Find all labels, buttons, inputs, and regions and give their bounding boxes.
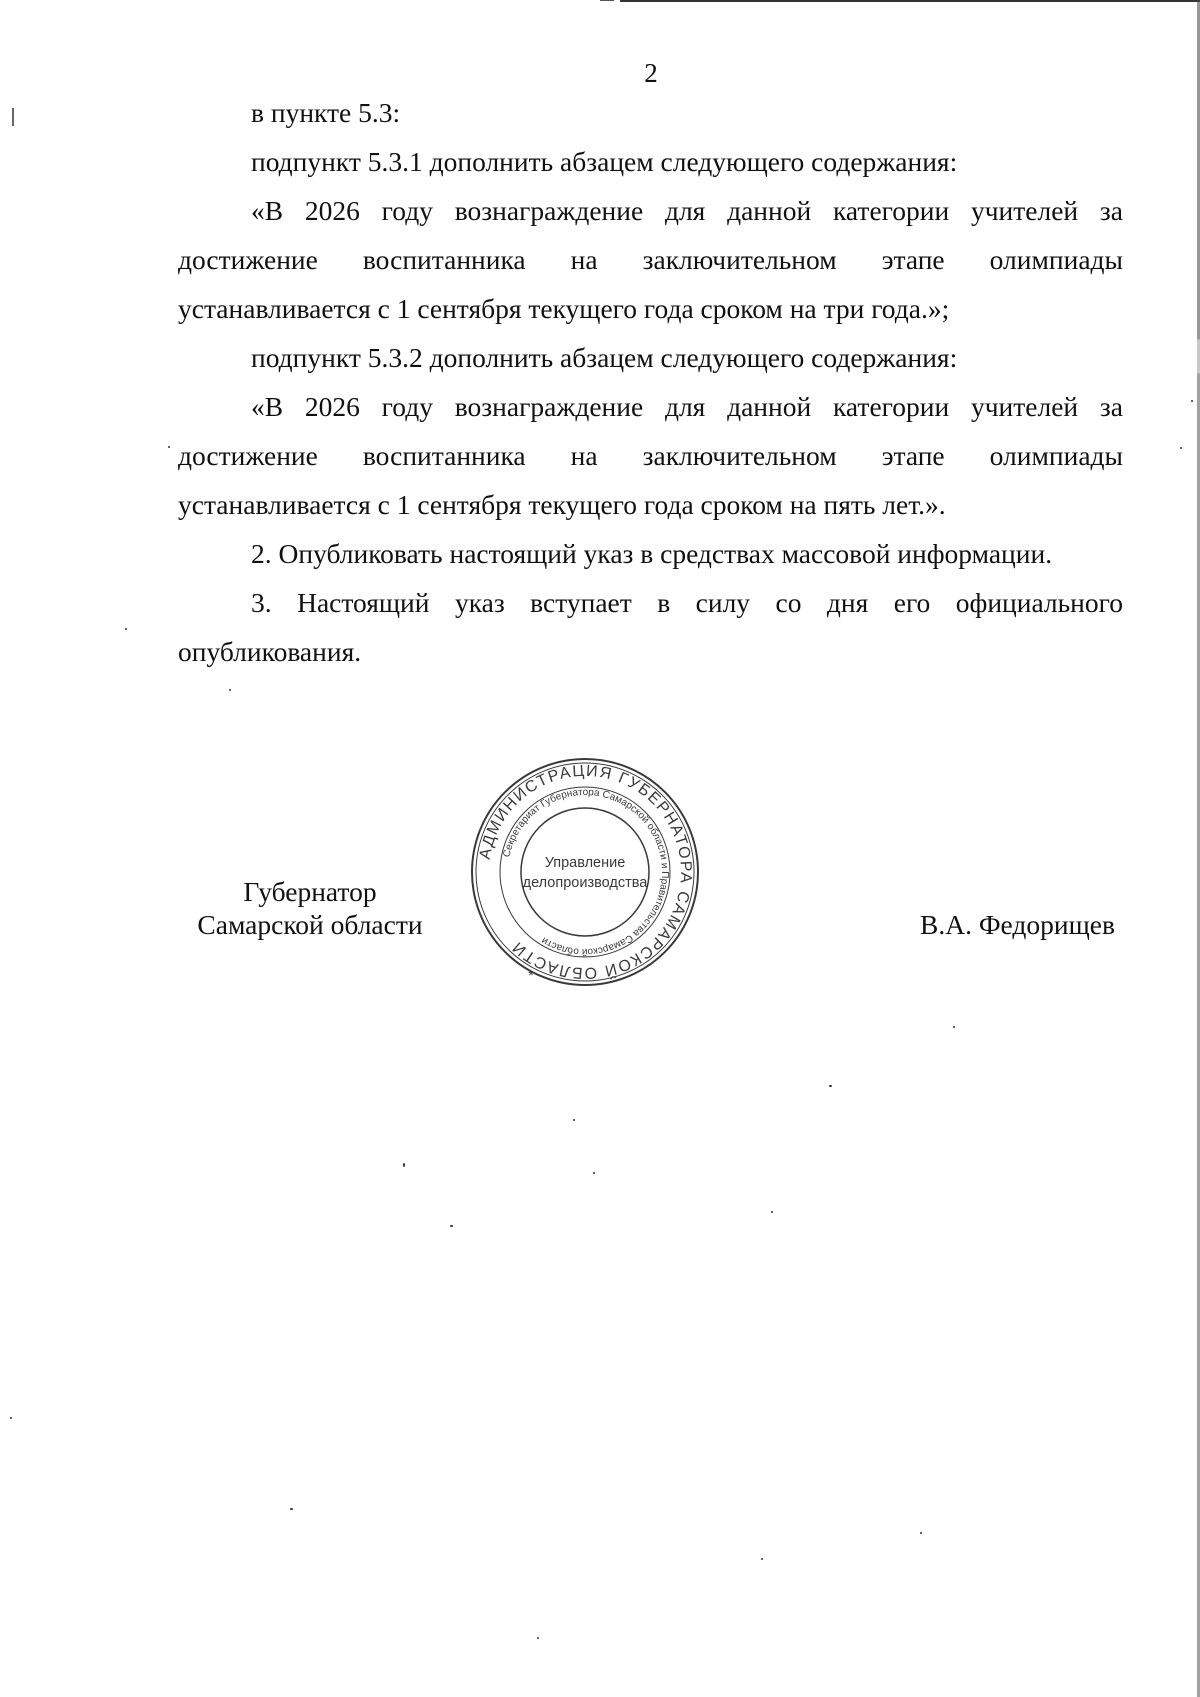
scan-speck [1191, 400, 1193, 402]
paragraph-item-5-3: в пункте 5.3: [251, 97, 401, 128]
signatory-position [180, 875, 440, 941]
scan-speck [229, 689, 231, 691]
document-body [178, 88, 1123, 676]
paragraph-point-2: 2. Опубликовать настоящий указ в средствах массовой информации. [251, 538, 1053, 569]
scan-speck [537, 1637, 539, 1639]
scan-speck [1180, 447, 1182, 449]
scan-speck [403, 1163, 405, 1167]
scan-speck [829, 1085, 832, 1087]
paragraph-point-3: 3. Настоящий указ вступает в силу со дня его официального опубликования. [178, 587, 1123, 667]
top-rule [620, 0, 1200, 2]
scan-speck [761, 1558, 763, 1560]
signatory-name: В.А. Федорищев [920, 909, 1115, 940]
paragraph-quote-1: «В 2026 году вознаграждение для данной категории учителей за достижение воспитанника на заключительном этапе олимпиады устанавливается с 1 сентября текущего года сроком на три года.»; [178, 195, 1123, 324]
scan-mark [12, 108, 14, 126]
seal-inner-ring [521, 808, 649, 936]
scan-speck [593, 1172, 595, 1174]
scan-speck [450, 1225, 453, 1227]
scan-speck [573, 1119, 575, 1121]
seal-separator-star: * [528, 967, 534, 983]
paragraph-subitem-5-3-1: подпункт 5.3.1 дополнить абзацем следующего содержания: [251, 146, 958, 177]
signatory-position-line2: Самарской области [197, 909, 423, 940]
scan-speck [920, 1532, 922, 1534]
scan-speck [290, 1508, 293, 1510]
scan-speck [771, 1211, 773, 1213]
page-number: 2 [644, 58, 658, 88]
scan-speck [168, 446, 170, 448]
official-seal [469, 756, 701, 988]
scan-speck [10, 1417, 12, 1419]
top-rule-short [600, 0, 614, 1]
signatory-position-line1: Губернатор [243, 876, 377, 907]
seal-center-line1: Управление [544, 855, 626, 871]
paragraph-subitem-5-3-2: подпункт 5.3.2 дополнить абзацем следующего содержания: [251, 342, 958, 373]
scan-speck [953, 1026, 955, 1028]
seal-center-line2: делопроизводства [522, 875, 648, 891]
seal-outer-text: АДМИНИСТРАЦИЯ ГУБЕРНАТОРА САМАРСКОЙ ОБЛАСТИ [476, 762, 695, 982]
seal-inner-text: Секретариат Губернатора Самарской области и Правительства Самарской области [501, 786, 671, 958]
scan-speck [125, 628, 127, 630]
paragraph-quote-2: «В 2026 году вознаграждение для данной категории учителей за достижение воспитанника на заключительном этапе олимпиады устанавливается с 1 сентября текущего года сроком на пять лет.». [178, 391, 1123, 520]
